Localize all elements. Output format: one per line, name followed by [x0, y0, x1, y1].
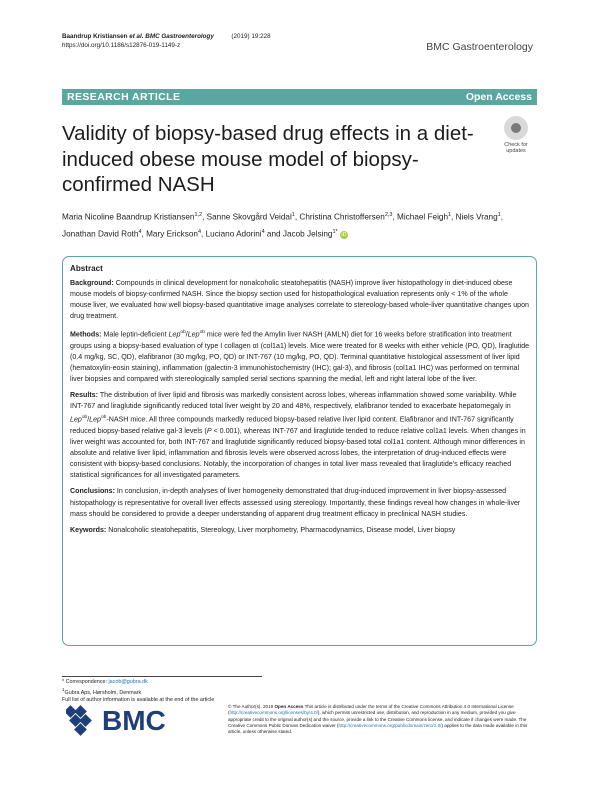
- license-text: © The Author(s). 2019 Open Access This article is distributed under the terms of the Creative Commons Attribution 4.0 International License (http://creativecommons.org/licenses/by/4.0/), which permits unrestricted use, distribution, and reproduction in any medium, provided you give appropriate credit to the original author(s) and the source, provide a link to the Creative Commons license, and indicate if changes were made. The Creative Commons Public Domain Dedication waiver (http://creativecommons.org/publicdomain/zero/1.0/) applies to the data made available in this article, unless otherwise stated.: [228, 704, 528, 735]
- author-list: Maria Nicoline Baandrup Kristiansen$^{1,2}$, Sanne Skovgård Veidal$^1$, Christina Christoffersen$^{2,3}$, Michael Feigh$^1$, Niels Vrang$^1$, Jonathan David Roth$^4$, Mary Erickson$^4$, Luciano Adorini$^4$ and Jacob Jelsing$^{1*}$ iD: [62, 212, 503, 239]
- header-year: (2019) 19:228: [231, 33, 271, 40]
- header-doi[interactable]: https://doi.org/10.1186/s12876-019-1149-z: [62, 41, 181, 49]
- article-title: Validity of biopsy-based drug effects in a diet-induced obese mouse model of biopsy-confirmed NASH: [62, 122, 474, 196]
- badge-text: Check for updates: [504, 142, 528, 154]
- header-journal: et al. BMC Gastroenterology: [129, 33, 214, 40]
- footnotes: * Correspondence: jacob@gubra.dk $^1$Gubra Aps, Hørsholm, Denmark Full list of author information is available at the end of the article: [62, 679, 215, 704]
- abstract-conclusions: Conclusions: In conclusion, in-depth analyses of liver homogeneity demonstrated that drug-induced improvement in liver biopsy-assessed histopathology is representative for overall liver effects assessed using stereology. Importantly, these findings reveal how changes in whole-liver mass should be considered to provide a deeper understanding of apparent drug treatment efficacy in preclinical NASH studies.: [70, 487, 521, 518]
- footnote-divider: [62, 676, 262, 677]
- abstract-heading: Abstract: [70, 264, 103, 273]
- check-updates-icon: [504, 116, 528, 140]
- abstract-methods: Methods: Male leptin-deficient Lep$^{ob}$/Lep$^{ob}$ mice were fed the Amylin liver NASH (AMLN) diet for 16 weeks before stratification into treatment groups using a biopsy-based evaluation of type I collagen αI (col1a1) levels. Mice were treated for 8 weeks with either vehicle (PO, QD), liraglutide (0.4 mg/kg, SC, QD), elafibranor (30 mg/kg, PO, QD) or INT-767 (10 mg/kg, PO, QD). Terminal quantitative histological assessment of liver lipid (hematoxylin-eosin staining), inflammation (galectin-3 immunohistochemistry (IHC); gal-3), and fibrosis (col1a1 IHC) was performed on terminal liver biopsies and compared with stereologically sampled serial sections spanning the medial, left and right lateral lobe of the liver.: [70, 330, 530, 384]
- abstract-results: Results: The distribution of liver lipid and fibrosis was markedly consistent across lobes, whereas inflammation showed some variability. While INT-767 and liraglutide significantly reduced total liver weight by 20 and 48%, respectively, elafibranor tended to exacerbate hepatomegaly in Lep$^{ob}$/Lep$^{ob}$-NASH mice. All three compounds markedly reduced biopsy-based relative liver lipid content. Elafibranor and INT-767 significantly reduced biopsy-based relative gal-3 levels (P < 0.001), whereas INT-767 and liraglutide tended to reduce relative col1a1 levels. When changes in liver weight was accounted for, both INT-767 and liraglutide significantly reduced biopsy-based total col1a1 content. Although minor differences in absolute and relative liver lipid, inflammation and fibrosis levels were observed across lobes, the interpretation of drug-induced effects were consistent with biopsy-based conclusions. Notably, the incorporation of changes in total liver mass revealed that liraglutide's efficacy reached statistical significances for all investigated parameters.: [70, 391, 526, 480]
- correspondence-email[interactable]: jacob@gubra.dk: [108, 679, 148, 685]
- public-domain-link[interactable]: http://creativecommons.org/publicdomain/zero/1.0/: [338, 722, 442, 728]
- abstract: [70, 263, 530, 541]
- header-authors: Baandrup Kristiansen: [62, 33, 130, 40]
- running-header: [62, 33, 271, 50]
- orcid-icon[interactable]: iD: [341, 231, 347, 238]
- abstract-background: Background: Compounds in clinical development for nonalcoholic steatohepatitis (NASH) improve liver histopathology in diet-induced obese mouse models of biopsy-confirmed NASH. Since the biopsy section used for histopathological evaluation represents only < 1% of the whole mouse liver, we evaluated how well biopsy-based quantitative image analyses correlate to stereology-based whole-liver quantitative changes upon drug treatment.: [70, 279, 529, 321]
- bmc-logo: [66, 701, 186, 737]
- open-access-label: Open Access: [465, 91, 532, 103]
- journal-name: BMC Gastroenterology: [426, 41, 533, 53]
- bmc-logo-text: BMC: [102, 705, 166, 736]
- abstract-keywords: Keywords: Nonalcoholic steatohepatitis, Stereology, Liver morphometry, Pharmacodynamics, Disease model, Liver biopsy: [70, 525, 456, 534]
- license-link[interactable]: http://creativecommons.org/licenses/by/4.0/: [229, 710, 318, 716]
- check-for-updates-badge[interactable]: [496, 116, 536, 154]
- article-type: RESEARCH ARTICLE: [67, 91, 181, 103]
